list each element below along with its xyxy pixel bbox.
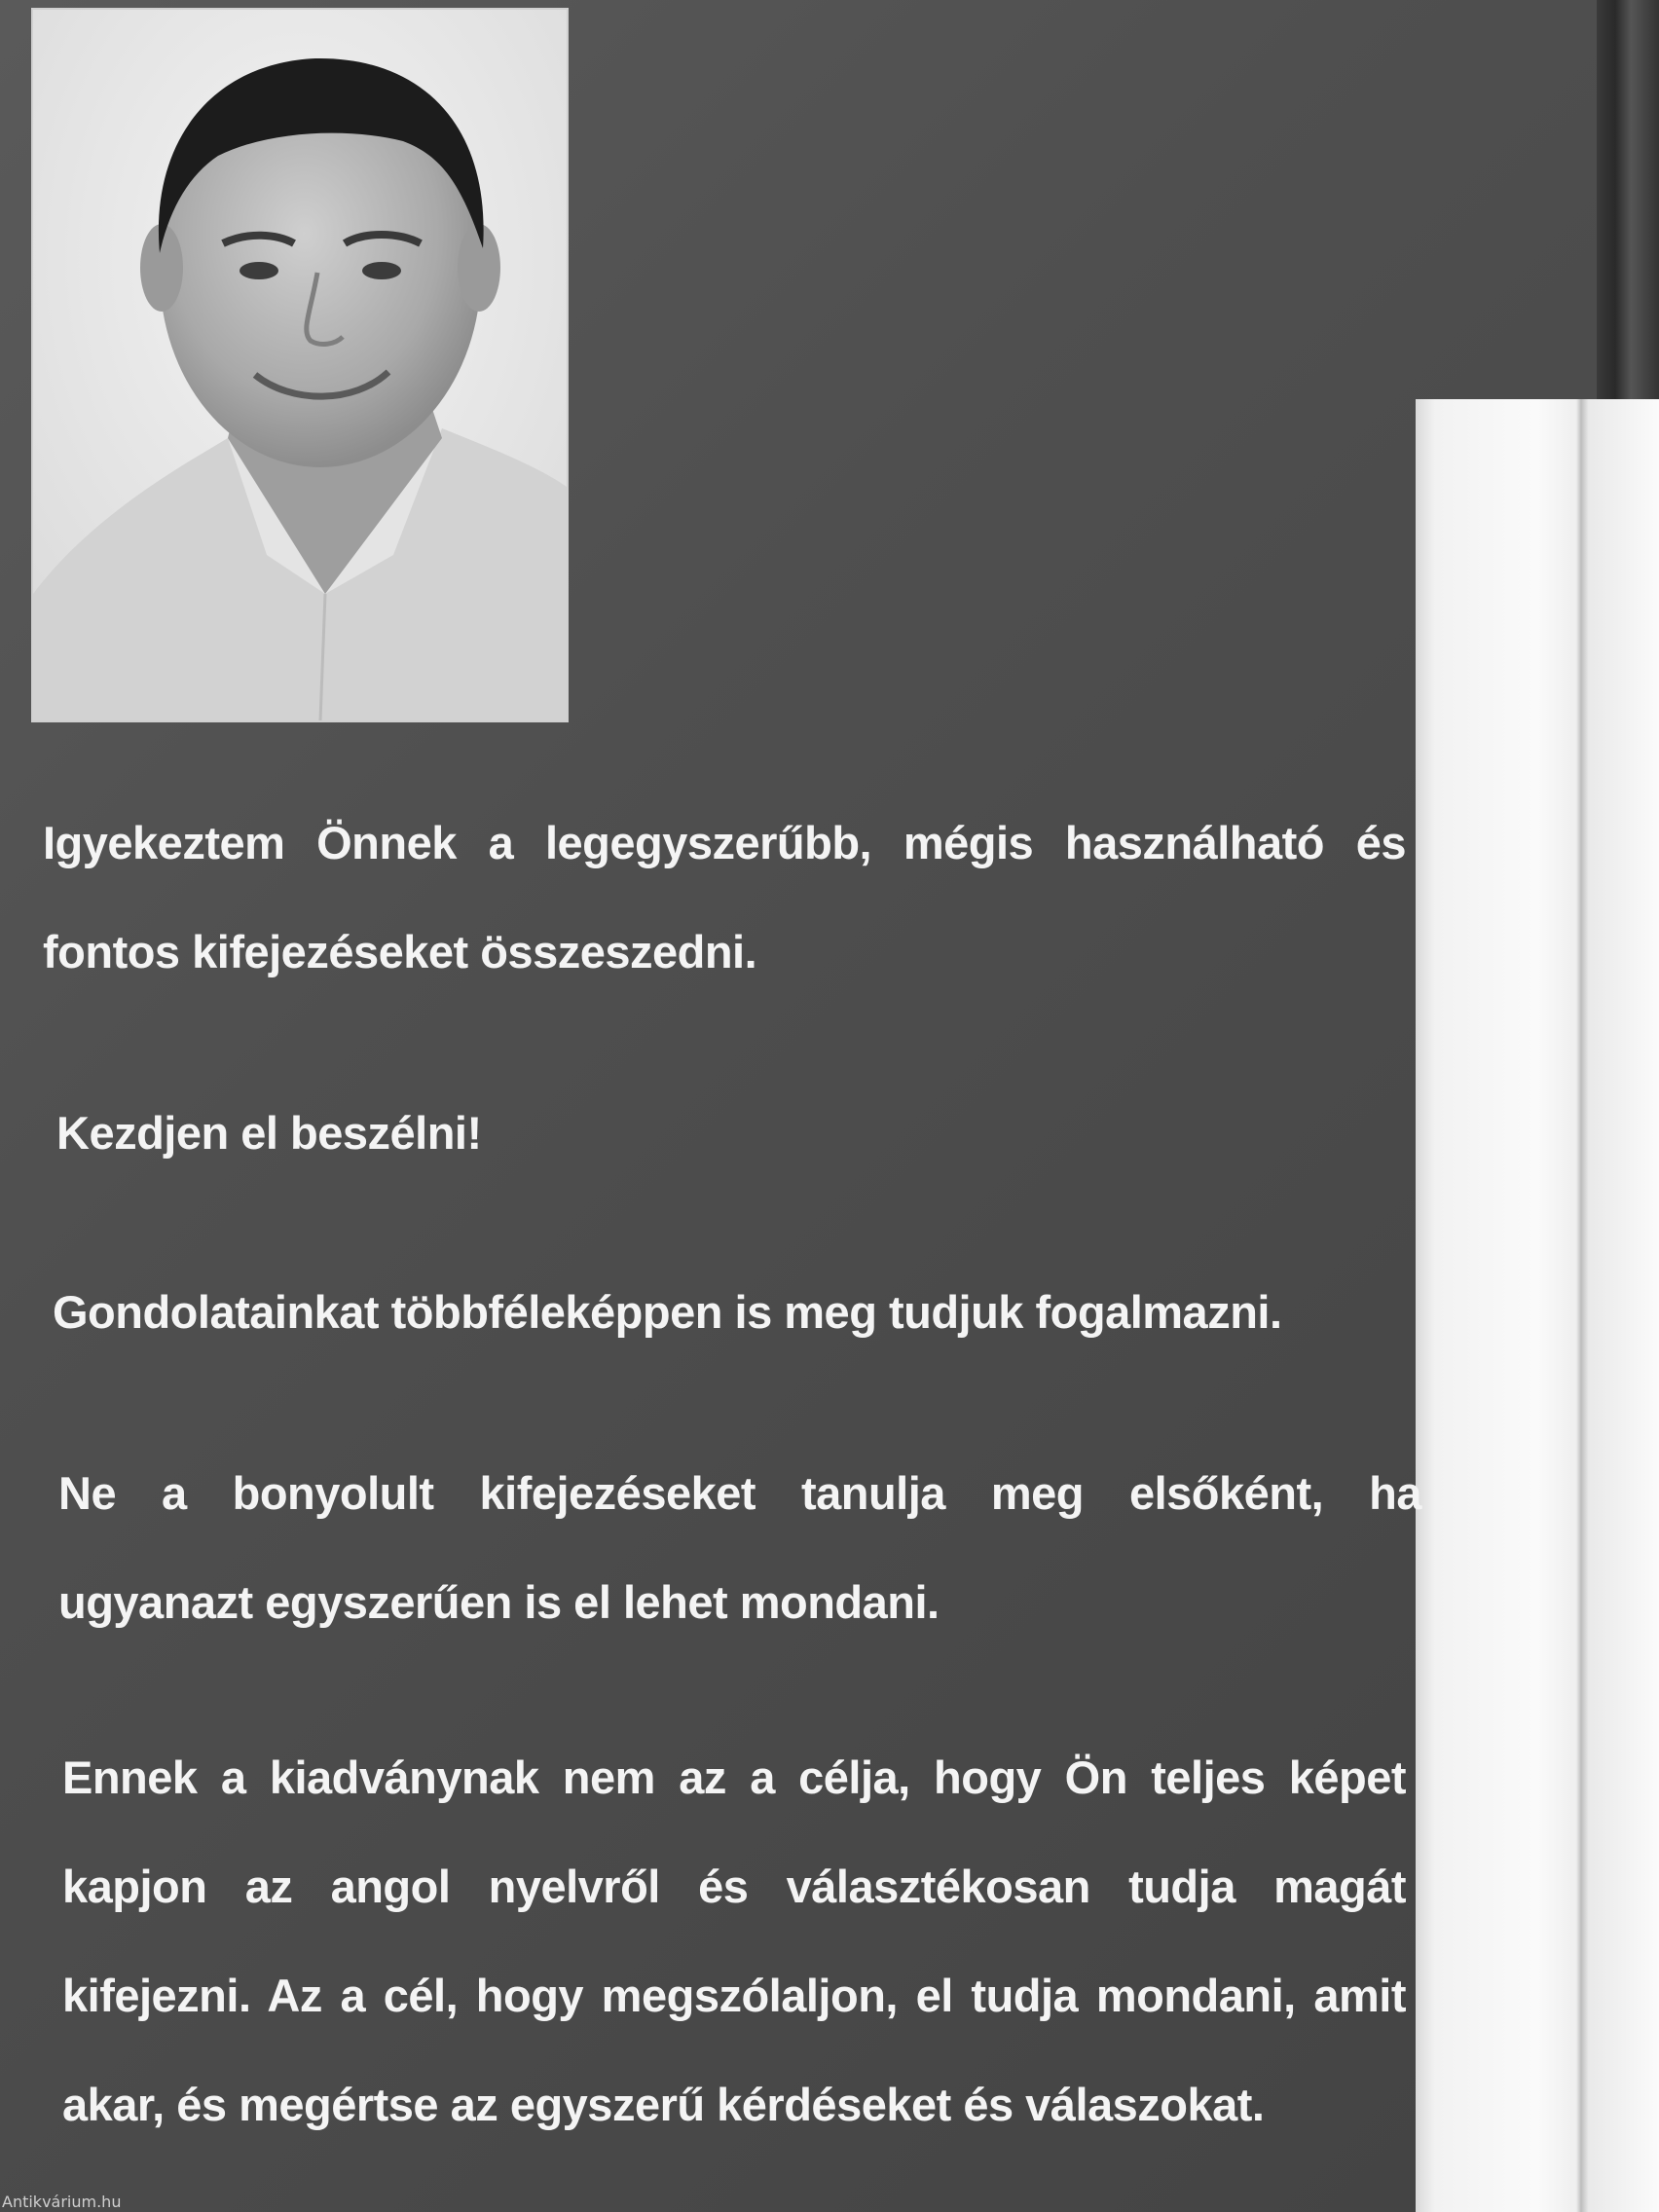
blurb-line: akar, és megértse az egyszerű kérdéseket és válaszokat. — [62, 2079, 1265, 2130]
blurb-line: Kezdjen el beszélni! — [56, 1107, 482, 1159]
blurb-line: Igyekeztem Önnek a legegyszerűbb, mégis használható és — [43, 817, 1406, 868]
blurb-paragraph-4 — [58, 1439, 1421, 1657]
blurb-paragraph-3 — [53, 1258, 1416, 1367]
watermark: Antikvárium.hu — [2, 2193, 122, 2211]
blurb-line: fontos kifejezéseket összeszedni. — [43, 926, 757, 977]
author-photo — [31, 8, 569, 722]
blurb-paragraph-1 — [43, 789, 1406, 1007]
blurb-paragraph-5 — [62, 1723, 1406, 2159]
blurb-line: Ennek a kiadványnak nem az a célja, hogy Ön teljes képet — [62, 1751, 1406, 1803]
author-portrait-illustration — [33, 10, 567, 720]
blurb-line: kifejezni. Az a cél, hogy megszólaljon, el tudja mondani, amit — [62, 1970, 1406, 2021]
blurb-line: kapjon az angol nyelvről és választékosan tudja magát — [62, 1861, 1406, 1912]
blurb-paragraph-2 — [56, 1079, 1419, 1188]
page-edge — [1416, 399, 1659, 2212]
spine-shadow — [1597, 0, 1659, 399]
blurb-line: ugyanazt egyszerűen is el lehet mondani. — [58, 1576, 940, 1628]
blurb-line: Gondolatainkat többféleképpen is meg tudjuk fogalmazni. — [53, 1286, 1282, 1338]
blurb-line: Ne a bonyolult kifejezéseket tanulja meg elsőként, ha — [58, 1467, 1421, 1519]
